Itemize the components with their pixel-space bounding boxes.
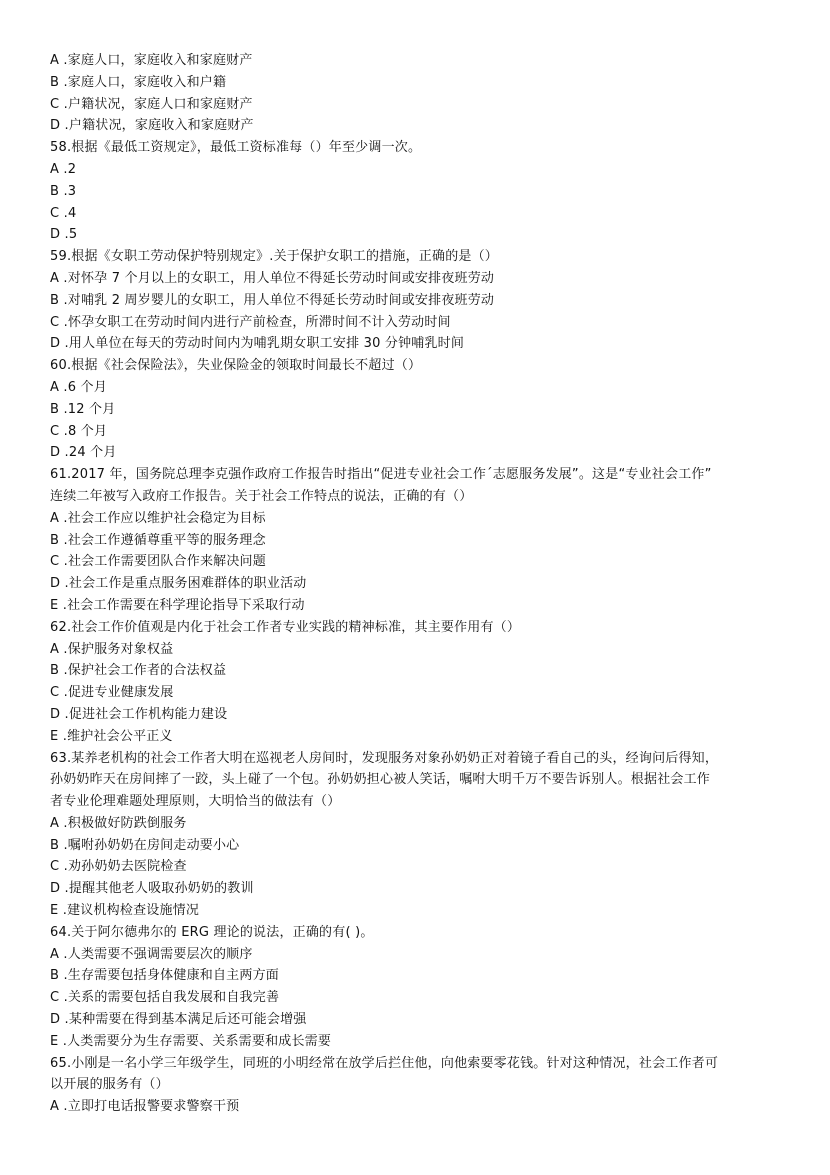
option-d: D .社会工作是重点服务困难群体的职业活动	[50, 576, 307, 592]
question-stem: 62.社会工作价值观是内化于社会工作者专业实践的精神标准，其主要作用有（）	[50, 619, 521, 635]
question-stem: 58.根据《最低工资规定》，最低工资标准每（）年至少调一次。	[50, 140, 422, 156]
option-a: A .家庭人口，家庭收入和家庭财产	[50, 53, 253, 68]
option-d: D .24 个月	[50, 445, 117, 461]
question-58	[50, 137, 790, 246]
option-c: C .8 个月	[50, 423, 108, 439]
option-b: B .保护社会工作者的合法权益	[50, 663, 227, 679]
option-b: B .12 个月	[50, 401, 116, 417]
option-c: C .社会工作需要团队合作来解决问题	[50, 554, 266, 570]
question-63	[50, 748, 790, 922]
option-b: B .3	[50, 183, 77, 199]
option-a: A .人类需要不强调需要层次的顺序	[50, 946, 253, 962]
question-65	[50, 1053, 790, 1118]
option-e: E .人类需要分为生存需要、关系需要和成长需要	[50, 1033, 332, 1049]
option-a: A .对怀孕 7 个月以上的女职工，用人单位不得延长劳动时间或安排夜班劳动	[50, 270, 495, 286]
question-stem: 60.根据《社会保险法》，失业保险金的领取时间最长不超过（）	[50, 358, 422, 374]
option-c: C .关系的需要包括自我发展和自我完善	[50, 990, 280, 1006]
question-57-options	[50, 50, 790, 137]
question-stem-line-2: 连续二年被写入政府工作报告。关于社会工作特点的说法，正确的有（）	[50, 488, 473, 504]
question-stem-line-2: 孙奶奶昨天在房间摔了一跤，头上碰了一个包。孙奶奶担心被人笑话，嘱咐大明千万不要告诉别人。根据社会工作	[50, 772, 711, 788]
document-page	[50, 50, 790, 1118]
option-d: D .提醒其他老人吸取孙奶奶的教训	[50, 881, 254, 897]
option-b: B .家庭人口，家庭收入和户籍	[50, 74, 227, 90]
question-stem-line-2: 以开展的服务有（）	[50, 1077, 169, 1093]
option-d: D .5	[50, 227, 78, 243]
option-c: C .4	[50, 205, 77, 221]
option-b: B .社会工作遵循尊重平等的服务理念	[50, 532, 266, 548]
option-c: C .劝孙奶奶去医院检查	[50, 859, 187, 875]
question-stem: 64.关于阿尔德弗尔的 ERG 理论的说法，正确的有( )。	[50, 924, 374, 940]
question-59	[50, 246, 790, 355]
option-e: E .社会工作需要在科学理论指导下采取行动	[50, 597, 305, 613]
option-e: E .建议机构检查设施情况	[50, 903, 200, 919]
option-a: A .社会工作应以维护社会稳定为目标	[50, 510, 266, 526]
option-c: C .怀孕女职工在劳动时间内进行产前检查，所滞时间不计入劳动时间	[50, 314, 451, 330]
question-stem-line-1: 61.2017 年，国务院总理李克强作政府工作报告时指出“促进专业社会工作´志愿服务发展”。这是“专业社会工作”	[50, 467, 712, 483]
option-b: B .嘱咐孙奶奶在房间走动要小心	[50, 837, 240, 853]
question-stem-line-1: 65.小刚是一名小学三年级学生，同班的小明经常在放学后拦住他，向他索要零花钱。针对这种情况，社会工作者可	[50, 1055, 719, 1071]
question-stem-line-3: 者专业伦理难题处理原则，大明恰当的做法有（）	[50, 794, 341, 810]
option-d: D .用人单位在每天的劳动时间内为哺乳期女职工安排 30 分钟哺乳时间	[50, 336, 465, 352]
option-a: A .保护服务对象权益	[50, 641, 174, 657]
option-a: A .2	[50, 161, 77, 177]
option-a: A .积极做好防跌倒服务	[50, 815, 187, 831]
option-b: B .对哺乳 2 周岁婴儿的女职工，用人单位不得延长劳动时间或安排夜班劳动	[50, 292, 495, 308]
option-a: A .立即打电话报警要求警察干预	[50, 1099, 240, 1115]
option-d: D .促进社会工作机构能力建设	[50, 706, 228, 722]
option-c: C .户籍状况，家庭人口和家庭财产	[50, 96, 253, 112]
question-60	[50, 355, 790, 464]
option-d: D .某种需要在得到基本满足后还可能会增强	[50, 1012, 307, 1028]
option-e: E .维护社会公平正义	[50, 728, 173, 744]
option-d: D .户籍状况，家庭收入和家庭财产	[50, 118, 254, 134]
question-61	[50, 464, 790, 617]
option-c: C .促进专业健康发展	[50, 685, 174, 701]
question-64	[50, 922, 790, 1053]
option-b: B .生存需要包括身体健康和自主两方面	[50, 968, 279, 984]
option-a: A .6 个月	[50, 379, 107, 395]
question-stem: 59.根据《女职工劳动保护特别规定》.关于保护女职工的措施，正确的是（）	[50, 249, 499, 265]
question-62	[50, 617, 790, 748]
question-stem-line-1: 63.某养老机构的社会工作者大明在巡视老人房间时，发现服务对象孙奶奶正对着镜子看自己的头，经询问后得知，	[50, 750, 719, 766]
